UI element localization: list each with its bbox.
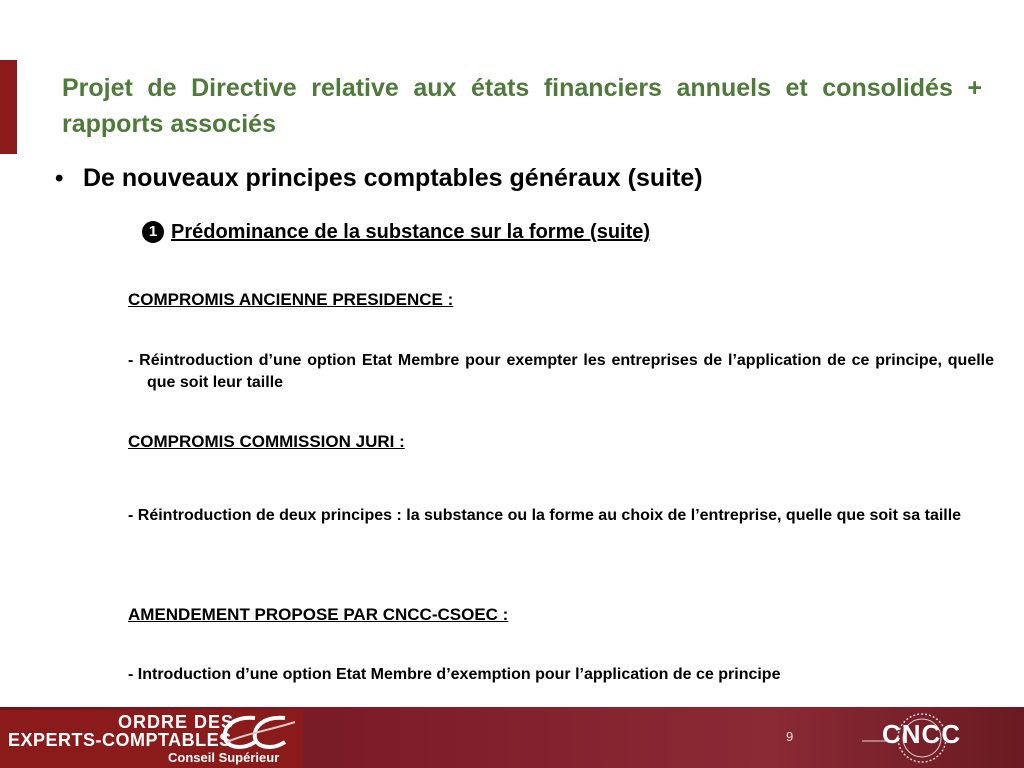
sub-point-text: Prédominance de la substance sur la forme (suite): [171, 221, 651, 243]
main-bullet: [55, 164, 703, 193]
section-heading-amendement: AMENDEMENT PROPOSE PAR CNCC-CSOEC :: [128, 605, 509, 624]
oec-logo-line2: EXPERTS-COMPTABLES: [8, 730, 232, 750]
section-heading-juri: COMPROMIS COMMISSION JURI :: [128, 432, 405, 451]
oec-logo: [0, 710, 303, 768]
section-heading-presidence: COMPROMIS ANCIENNE PRESIDENCE :: [128, 290, 454, 309]
bullet-dot: •: [55, 165, 64, 192]
oec-logo-line1: ORDRE DES: [118, 712, 235, 732]
section-text-presidence: - Réintroduction d’une option Etat Membre pour exempter les entreprises de l’application de ce principe, quelle que soit leur taille: [128, 352, 994, 391]
cncc-logo: [862, 711, 972, 765]
number-one-icon: 1: [142, 221, 164, 243]
slide-title: Projet de Directive relative aux états financiers annuels et consolidés + rapports associés: [62, 74, 982, 138]
main-point-text: De nouveaux principes comptables généraux (suite): [83, 164, 703, 192]
cncc-logo-text: CNCC: [882, 719, 962, 749]
accent-bar: [0, 60, 17, 154]
oec-swirl-icon: [215, 712, 297, 752]
sub-point: [142, 221, 650, 244]
section-text-amendement: - Introduction d’une option Etat Membre d’exemption pour l’application de ce principe: [128, 666, 781, 683]
oec-logo-line3: Conseil Supérieur: [168, 750, 280, 765]
page-number: 9: [786, 729, 794, 744]
section-text-juri: - Réintroduction de deux principes : la substance ou la forme au choix de l’entreprise, quelle que soit sa taille: [128, 507, 962, 524]
